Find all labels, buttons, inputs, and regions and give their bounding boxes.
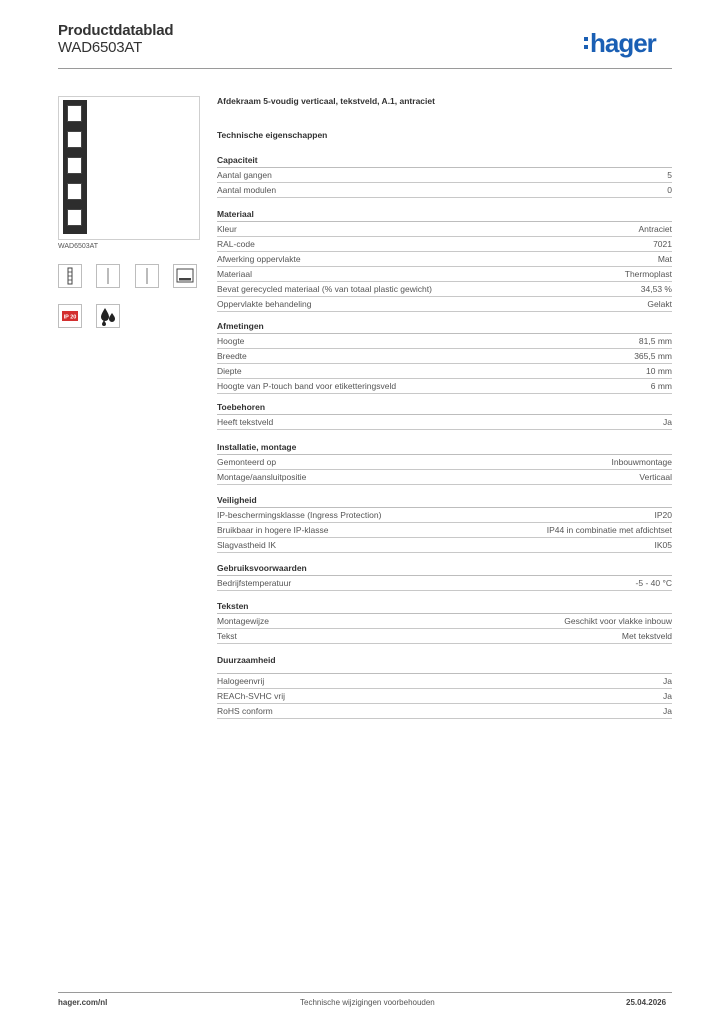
section-teksten <box>217 600 672 644</box>
spec-value: IP44 in combinatie met afdichtset <box>546 525 672 535</box>
spec-label: Halogeenvrij <box>217 676 265 686</box>
spec-value: 6 mm <box>650 381 672 391</box>
spec-row <box>217 334 672 349</box>
section-gebruiksvoorwaarden <box>217 562 672 591</box>
spec-value: Ja <box>663 676 672 686</box>
spec-label: RAL-code <box>217 239 255 249</box>
spec-label: Afwerking oppervlakte <box>217 254 301 264</box>
spec-label: Kleur <box>217 224 237 234</box>
spec-value: Geschikt voor vlakke inbouw <box>564 616 672 626</box>
label-field-icon <box>173 264 197 288</box>
spec-row <box>217 689 672 704</box>
spec-row <box>217 470 672 485</box>
footer-divider <box>58 992 672 993</box>
spec-label: Slagvastheid IK <box>217 540 277 550</box>
product-image <box>58 96 200 240</box>
water-drops-icon <box>96 304 120 328</box>
spec-value: Gelakt <box>647 299 672 309</box>
spec-row <box>217 614 672 629</box>
section-toebehoren <box>217 401 672 430</box>
spec-value: Ja <box>663 417 672 427</box>
spec-row <box>217 674 672 689</box>
spec-value: Antraciet <box>638 224 672 234</box>
spec-row <box>217 364 672 379</box>
spec-value: 5 <box>667 170 672 180</box>
spec-value: IK05 <box>654 540 672 550</box>
ip20-badge-icon <box>58 304 82 328</box>
section-title: Toebehoren <box>217 401 672 415</box>
spec-row <box>217 183 672 198</box>
spec-value: IP20 <box>654 510 672 520</box>
spec-value: 0 <box>667 185 672 195</box>
section-title: Installatie, montage <box>217 441 672 455</box>
spec-value: 10 mm <box>646 366 672 376</box>
spec-row <box>217 222 672 237</box>
spec-value: Thermoplast <box>624 269 672 279</box>
footer-date: 25.04.2026 <box>626 998 667 1007</box>
spec-value: Ja <box>663 706 672 716</box>
section-afmetingen <box>217 320 672 394</box>
section-title: Duurzaamheid <box>217 654 672 674</box>
spec-value: 7021 <box>653 239 672 249</box>
spec-value: Met tekstveld <box>621 631 672 641</box>
spec-row <box>217 252 672 267</box>
spec-value: Verticaal <box>639 472 672 482</box>
spec-row <box>217 168 672 183</box>
spec-label: Bruikbaar in hogere IP-klasse <box>217 525 329 535</box>
spec-row <box>217 508 672 523</box>
product-image-caption: WAD6503AT <box>58 243 99 250</box>
spec-label: REACh-SVHC vrij <box>217 691 286 701</box>
spec-row <box>217 629 672 644</box>
spec-label: Aantal gangen <box>217 170 272 180</box>
section-veiligheid <box>217 494 672 553</box>
spec-row <box>217 379 672 394</box>
section-installatie <box>217 441 672 485</box>
spec-label: Heeft tekstveld <box>217 417 274 427</box>
spec-label: Aantal modulen <box>217 185 277 195</box>
svg-text:IP 20: IP 20 <box>63 314 77 321</box>
spec-label: Bedrijfstemperatuur <box>217 578 292 588</box>
footer-website-link[interactable]: hager.com/nl <box>58 998 108 1007</box>
spec-row <box>217 349 672 364</box>
section-capaciteit <box>217 154 672 198</box>
spec-label: Diepte <box>217 366 242 376</box>
spec-value: Ja <box>663 691 672 701</box>
spec-value: Inbouwmontage <box>611 457 672 467</box>
spec-value: 365,5 mm <box>634 351 672 361</box>
spec-value: 34,53 % <box>640 284 672 294</box>
flat-profile-icon <box>96 264 120 288</box>
product-description: Afdekraam 5-voudig verticaal, tekstveld, A.1, antraciet <box>217 96 435 106</box>
spec-row <box>217 297 672 312</box>
spec-label: Materiaal <box>217 269 252 279</box>
section-title: Veiligheid <box>217 494 672 508</box>
spec-row <box>217 576 672 591</box>
spec-label: Breedte <box>217 351 247 361</box>
spec-label: Montage/aansluitpositie <box>217 472 307 482</box>
section-title: Materiaal <box>217 208 672 222</box>
spec-row <box>217 415 672 430</box>
vertical-mount-icon <box>58 264 82 288</box>
spec-label: Hoogte <box>217 336 245 346</box>
hager-logo[interactable] <box>590 28 656 59</box>
section-title: Afmetingen <box>217 320 672 334</box>
spec-value: -5 - 40 °C <box>635 578 672 588</box>
spec-value: 81,5 mm <box>638 336 672 346</box>
spec-label: Montagewijze <box>217 616 269 626</box>
frame-illustration <box>63 100 87 234</box>
product-code: WAD6503AT <box>58 39 143 56</box>
section-duurzaamheid <box>217 654 672 719</box>
tech-heading: Technische eigenschappen <box>217 130 328 140</box>
spec-label: Gemonteerd op <box>217 457 277 467</box>
section-title: Gebruiksvoorwaarden <box>217 562 672 576</box>
section-title: Teksten <box>217 600 672 614</box>
section-materiaal <box>217 208 672 312</box>
spec-row <box>217 237 672 252</box>
spec-label: Bevat gerecycled materiaal (% van totaal plastic gewicht) <box>217 284 432 294</box>
spec-row <box>217 704 672 719</box>
side-profile-icon <box>135 264 159 288</box>
spec-label: Oppervlakte behandeling <box>217 299 312 309</box>
spec-label: RoHS conform <box>217 706 273 716</box>
spec-label: IP-beschermingsklasse (Ingress Protection) <box>217 510 382 520</box>
spec-row <box>217 282 672 297</box>
spec-row <box>217 267 672 282</box>
spec-label: Tekst <box>217 631 237 641</box>
spec-row <box>217 538 672 553</box>
logo-dots <box>584 37 588 53</box>
spec-label: Hoogte van P-touch band voor etiketteringsveld <box>217 381 397 391</box>
logo-text: hager <box>590 28 656 58</box>
section-title: Capaciteit <box>217 154 672 168</box>
spec-value: Mat <box>657 254 672 264</box>
footer-disclaimer: Technische wijzigingen voorbehouden <box>300 998 435 1007</box>
spec-row <box>217 455 672 470</box>
page-title: Productdatablad <box>58 22 174 39</box>
header-divider <box>58 68 672 69</box>
spec-row <box>217 523 672 538</box>
